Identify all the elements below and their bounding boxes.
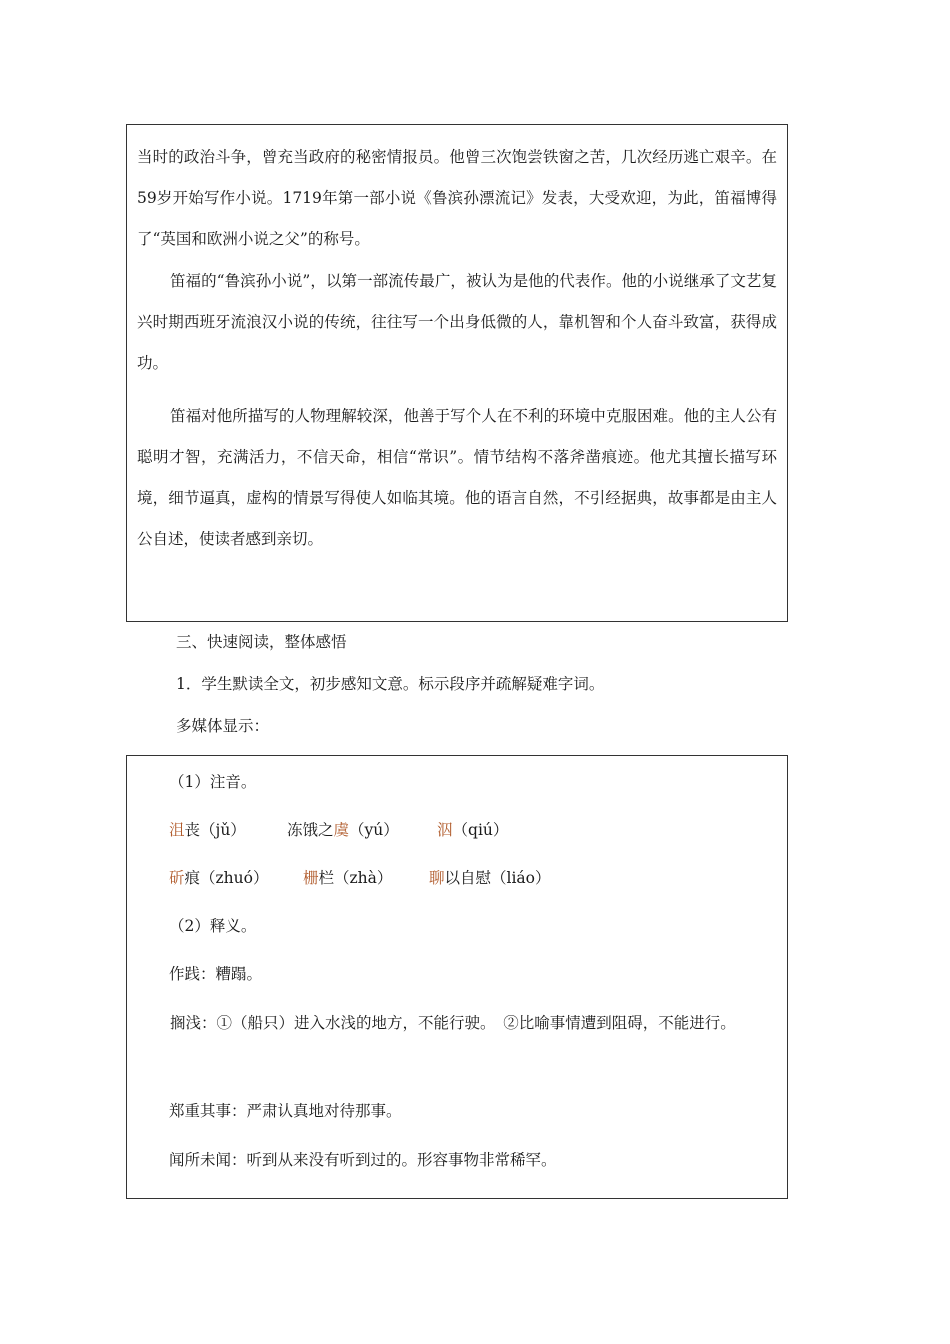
pron-item: 冻饿之虞（yú） [287, 821, 399, 839]
section-heading: 三、快速阅读，整体感悟 [176, 633, 347, 651]
definition-item: 作践：糟蹋。 [169, 965, 263, 983]
definition-item: 郑重其事：严肃认真地对待那事。 [169, 1102, 402, 1120]
pron-item: 斫痕（zhuó） [169, 869, 269, 887]
definition-title: （2）释义。 [169, 917, 257, 935]
pron-item: 栅栏（zhà） [303, 869, 393, 887]
definition-item: 闻所未闻：听到从来没有听到过的。形容事物非常稀罕。 [169, 1151, 557, 1169]
definition-item: 搁浅：①（船只）进入水浅的地方，不能行驶。 ②比喻事情遭到阻碍，不能进行。 [170, 1014, 736, 1032]
media-label: 多媒体显示： [176, 717, 270, 735]
intro-paragraph-2: 笛福的“鲁滨孙小说”，以第一部流传最广，被认为是他的代表作。他的小说继承了文艺复兴时期西班牙流浪汉小说的传统，往往写一个出身低微的人，靠机智和个人奋斗致富，获得成功。 [137, 272, 777, 372]
step-1-instruction: 1．学生默读全文，初步感知文意。标示段序并疏解疑难字词。 [176, 675, 605, 693]
intro-paragraph-3: 笛福对他所描写的人物理解较深，他善于写个人在不利的环境中克服困难。他的主人公有聪明才智，充满活力，不信天命，相信“常识”。情节结构不落斧凿痕迹。他尤其擅长描写环境，细节逼真，虚构的情景写得使人如临其境。他的语言自然，不引经据典，故事都是由主人公自述，使读者感到亲切。 [137, 407, 777, 548]
pron-item: 沮丧（jǔ） [169, 821, 246, 839]
pronunciation-title: （1）注音。 [169, 773, 257, 791]
pron-item: 聊以自慰（liáo） [429, 869, 551, 887]
vocabulary-box [126, 755, 788, 1199]
intro-box [126, 124, 788, 622]
intro-paragraph-1: 当时的政治斗争，曾充当政府的秘密情报员。他曾三次饱尝铁窗之苦，几次经历逃亡艰辛。在59岁开始写作小说。1719年第一部小说《鲁滨孙漂流记》发表，大受欢迎，为此，笛福博得了“英国和欧洲小说之父”的称号。 [137, 148, 777, 248]
pron-item: 泅（qiú） [437, 821, 509, 839]
